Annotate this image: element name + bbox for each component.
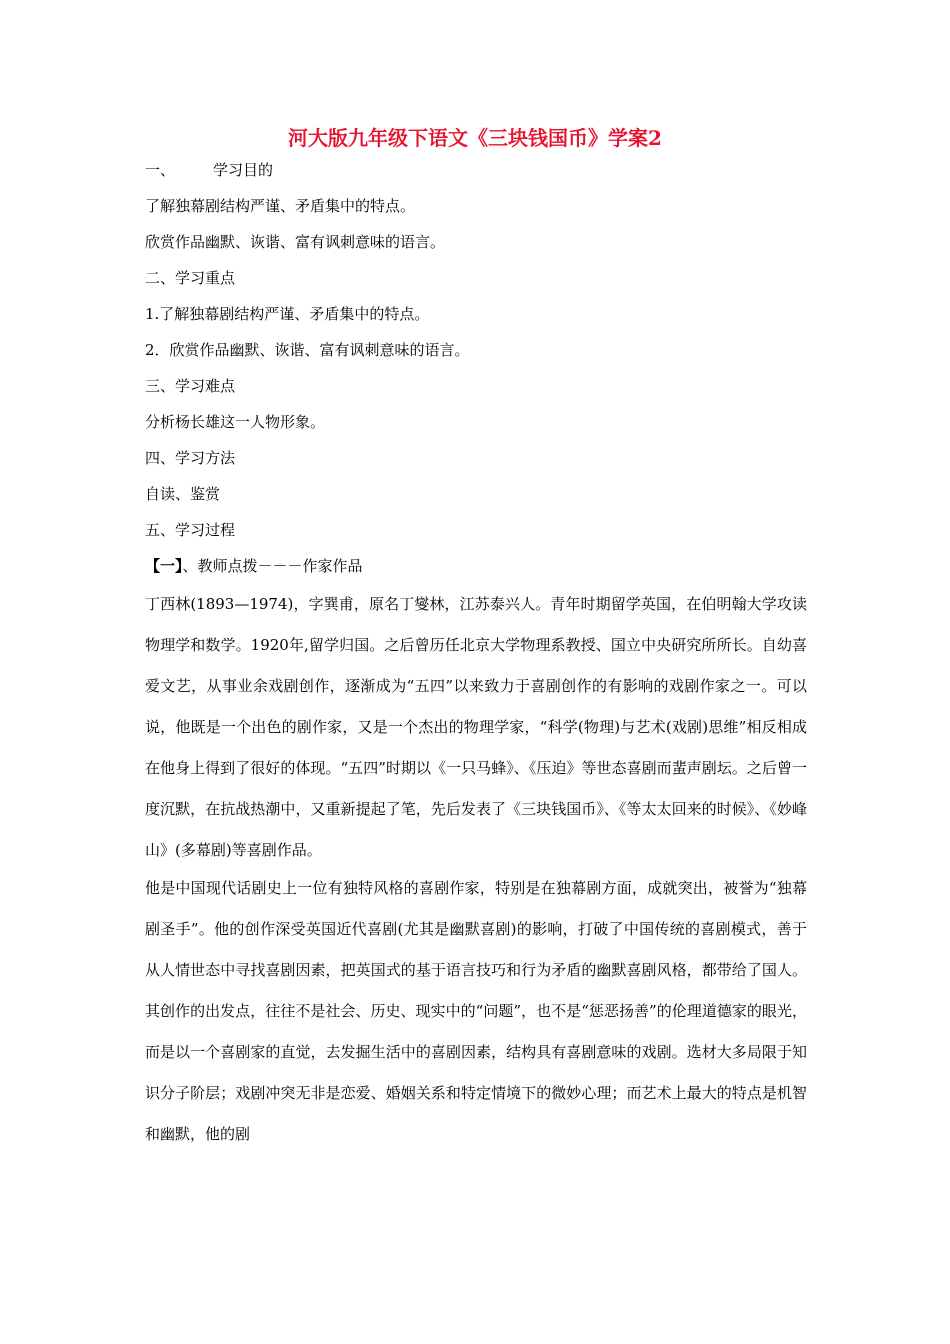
objective-item-2: 欣赏作品幽默、诙谐、富有讽刺意味的语言。 bbox=[145, 233, 446, 251]
objective-item-1: 了解独幕剧结构严谨、矛盾集中的特点。 bbox=[145, 197, 416, 215]
document-title: 河大版九年级下语文《三块钱国币》学案2 bbox=[288, 126, 662, 150]
section-1-heading bbox=[145, 152, 807, 188]
section-1-title: 学习目的 bbox=[213, 161, 274, 179]
subsection-1-heading bbox=[145, 548, 807, 584]
document-body bbox=[145, 152, 807, 1155]
subsection-1-mark: 【一】 bbox=[145, 557, 183, 575]
keypoint-item-2: 2．欣赏作品幽默、诙谐、富有讽刺意味的语言。 bbox=[145, 341, 470, 359]
author-paragraph: 丁西林(1893—1974)，字巽甫，原名丁燮林，江苏泰兴人。青年时期留学英国，在伯明翰大学攻读物理学和数学。1920年,留学归国。之后曾历任北京大学物理系教授、国立中央研究所所长。自幼喜爱文艺，从事业余戏剧创作，逐渐成为“五四”以来致力于喜剧创作的有影响的戏剧作家之一。可以说，他既是一个出色的剧作家，又是一个杰出的物理学家，“科学(物理)与艺术(戏剧)思维”相反相成在他身上得到了很好的体现。“五四”时期以《一只马蜂》、《压迫》等世态喜剧而蜚声剧坛。之后曾一度沉默，在抗战热潮中，又重新提起了笔，先后发表了《三块钱国币》、《等太太回来的时候》、《妙峰山》(多幕剧)等喜剧作品。 bbox=[145, 595, 807, 859]
section-4-heading: 四、学习方法 bbox=[145, 449, 236, 467]
section-3-heading: 三、学习难点 bbox=[145, 377, 236, 395]
section-1-number: 一、 bbox=[145, 161, 176, 179]
section-5-heading: 五、学习过程 bbox=[145, 521, 236, 539]
difficulty-text: 分析杨长雄这一人物形象。 bbox=[145, 413, 326, 431]
keypoint-item-1: 1.了解独幕剧结构严谨、矛盾集中的特点。 bbox=[145, 305, 430, 323]
section-2-heading: 二、学习重点 bbox=[145, 269, 236, 287]
subsection-1-title: 、教师点拨－－－作家作品 bbox=[182, 557, 363, 575]
style-paragraph: 他是中国现代话剧史上一位有独特风格的喜剧作家，特别是在独幕剧方面，成就突出，被誉为“独幕剧圣手”。他的创作深受英国近代喜剧(尤其是幽默喜剧)的影响，打破了中国传统的喜剧模式，善于从人情世态中寻找喜剧因素，把英国式的基于语言技巧和行为矛盾的幽默喜剧风格，都带给了国人。其创作的出发点，往往不是社会、历史、现实中的“问题”，也不是“惩恶扬善”的伦理道德家的眼光，而是以一个喜剧家的直觉，去发掘生活中的喜剧因素，结构具有喜剧意味的戏剧。选材大多局限于知识分子阶层；戏剧冲突无非是恋爱、婚姻关系和特定情境下的微妙心理；而艺术上最大的特点是机智和幽默，他的剧 bbox=[145, 879, 807, 1143]
method-text: 自读、鉴赏 bbox=[145, 485, 221, 503]
